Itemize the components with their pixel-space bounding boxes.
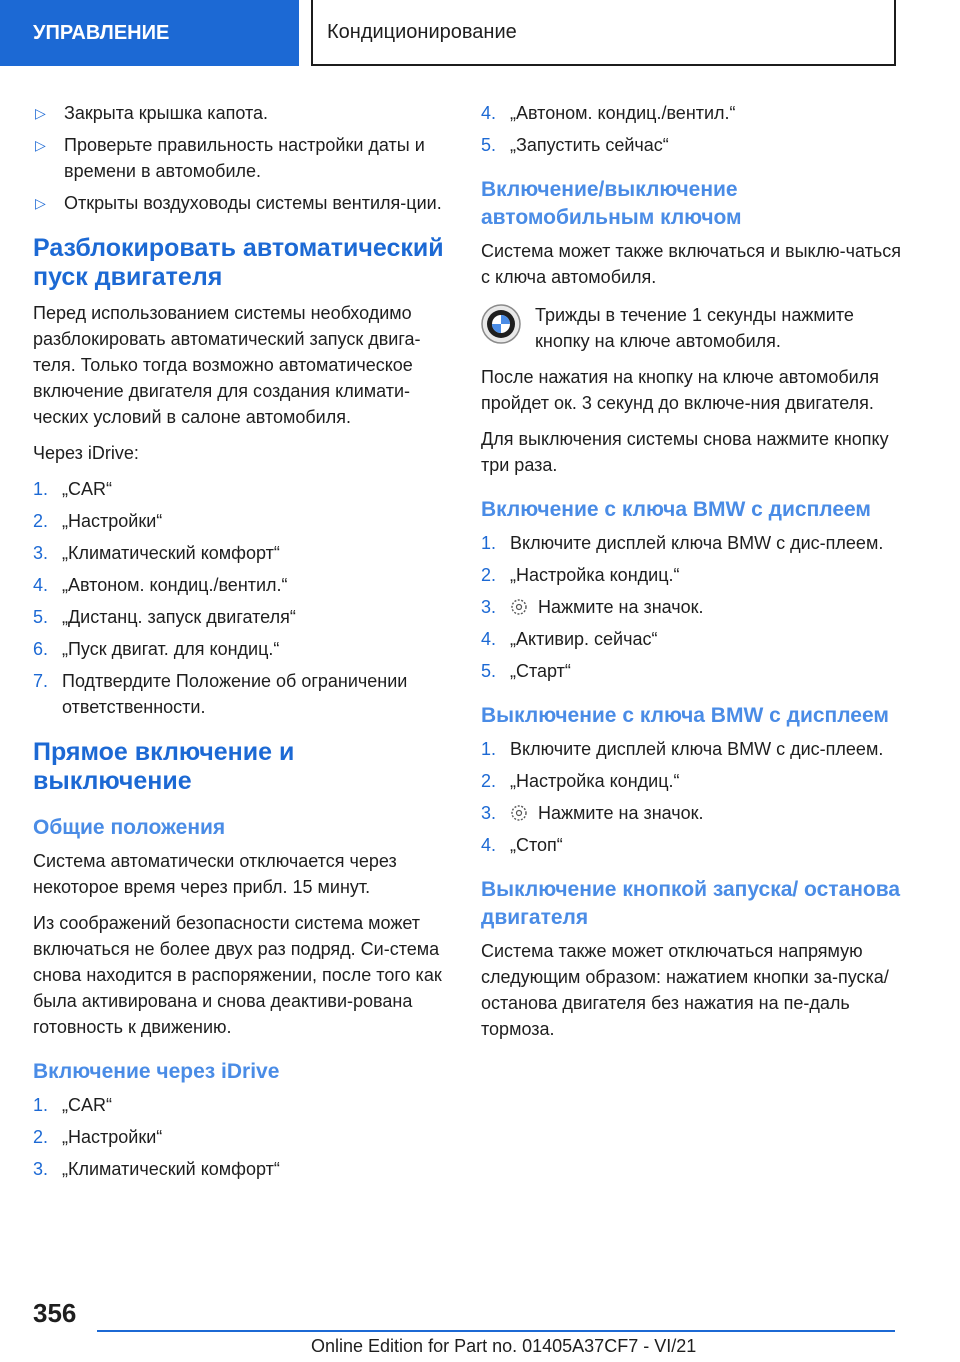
step-item: 2. „Настройки“ xyxy=(33,1127,163,1147)
step-item: 1. Включите дисплей ключа BMW с дис-плеем. xyxy=(481,739,884,759)
page-number: 356 xyxy=(33,1298,77,1328)
paragraph: Система автоматически отключается через некоторое время через прибл. 15 минут. xyxy=(33,851,397,897)
step-item: 5. „Старт“ xyxy=(481,661,571,681)
section-title-display-key-off: Выключение с ключа BMW с дисплеем xyxy=(481,704,889,727)
step-item: 3. „Климатический комфорт“ xyxy=(33,543,280,563)
left-column xyxy=(33,100,449,1188)
checklist-item: ▷ Закрыта крышка капота. xyxy=(33,100,449,126)
subsection-title-idrive: Включение через iDrive xyxy=(33,1060,280,1083)
step-item: 5. „Запустить сейчас“ xyxy=(481,135,669,155)
step-item: 2. „Настройка кондиц.“ xyxy=(481,771,680,791)
paragraph: Система также может отключаться напрямую следующим образом: нажатием кнопки за-пуска/останова двигателя без нажатия на пе-даль тормоза. xyxy=(481,941,889,1039)
triangle-bullet-icon: ▷ xyxy=(35,105,46,121)
paragraph: Из соображений безопасности система может включаться не более двух раз подряд. Си-стема снова находится в распоряжении, после того как была активирована и снова деактиви-рована готовность к движению. xyxy=(33,913,442,1037)
section-title-key-on-off: Включение/выключение автомобильным ключом xyxy=(481,178,742,229)
step-item: 1. „CAR“ xyxy=(33,1095,112,1115)
section-title-display-key-on: Включение с ключа BMW с дисплеем xyxy=(481,498,871,521)
section-title-start-stop-button: Выключение кнопкой запуска/ останова двигателя xyxy=(481,878,901,929)
checklist-item: ▷ Открыты воздуховоды системы вентиля-ции. xyxy=(33,190,449,216)
paragraph: Для выключения системы снова нажмите кнопку три раза. xyxy=(481,429,889,475)
triangle-bullet-icon: ▷ xyxy=(35,195,46,211)
climate-fan-icon xyxy=(510,804,528,822)
step-item: 2. „Настройка кондиц.“ xyxy=(481,565,680,585)
step-item: 4. „Автоном. кондиц./вентил.“ xyxy=(33,575,288,595)
step-item: 4. „Стоп“ xyxy=(481,835,563,855)
step-item: 5. „Дистанц. запуск двигателя“ xyxy=(33,607,296,627)
right-column xyxy=(481,100,901,1052)
step-item: 7. Подтвердите Положение об ограничении ответственности. xyxy=(33,671,408,717)
header-chapter-label: Кондиционирование xyxy=(327,20,517,43)
bmw-key-icon xyxy=(481,304,521,344)
step-item: 3. „Климатический комфорт“ xyxy=(33,1159,280,1179)
step-item: 6. „Пуск двигат. для кондиц.“ xyxy=(33,639,280,659)
step-item: 3. Нажмите на значок. xyxy=(481,803,704,823)
header-chapter-tab xyxy=(311,0,896,66)
header-section-label: УПРАВЛЕНИЕ xyxy=(33,21,170,44)
section-title-direct-on-off: Прямое включение и выключение xyxy=(33,738,295,795)
paragraph: Система может также включаться и выклю-чаться с ключа автомобиля. xyxy=(481,241,901,287)
footer-divider xyxy=(97,1330,895,1332)
step-item: 4. „Автоном. кондиц./вентил.“ xyxy=(481,103,736,123)
paragraph: Перед использованием системы необходимо разблокировать автоматический запуск двига-теля. Только тогда возможно автоматическое включение двигателя для создания климати-ческих условий в салоне автомобиля. xyxy=(33,303,421,427)
step-item: 3. Нажмите на значок. xyxy=(481,597,704,617)
via-idrive-label: Через iDrive: xyxy=(33,443,139,463)
footer-edition: Online Edition for Part no. 01405A37CF7 - VI/21 xyxy=(311,1336,697,1356)
step-item: 1. Включите дисплей ключа BMW с дис-плеем. xyxy=(481,533,884,553)
section-title-unlock-autostart: Разблокировать автоматический пуск двигателя xyxy=(33,234,444,291)
climate-fan-icon xyxy=(510,598,528,616)
subsection-title-general: Общие положения xyxy=(33,816,226,839)
paragraph: После нажатия на кнопку на ключе автомобиля пройдет ок. 3 секунд до включе-ния двигателя. xyxy=(481,367,879,413)
triangle-bullet-icon: ▷ xyxy=(35,137,46,153)
step-item: 2. „Настройки“ xyxy=(33,511,163,531)
header-section-tab xyxy=(0,0,299,66)
step-item: 1. „CAR“ xyxy=(33,479,112,499)
step-item: 4. „Активир. сейчас“ xyxy=(481,629,658,649)
checklist-item: ▷ Проверьте правильность настройки даты и времени в автомобиле. xyxy=(33,132,449,184)
key-instruction: Трижды в течение 1 секунды нажмите кнопку на ключе автомобиля. xyxy=(481,302,901,354)
